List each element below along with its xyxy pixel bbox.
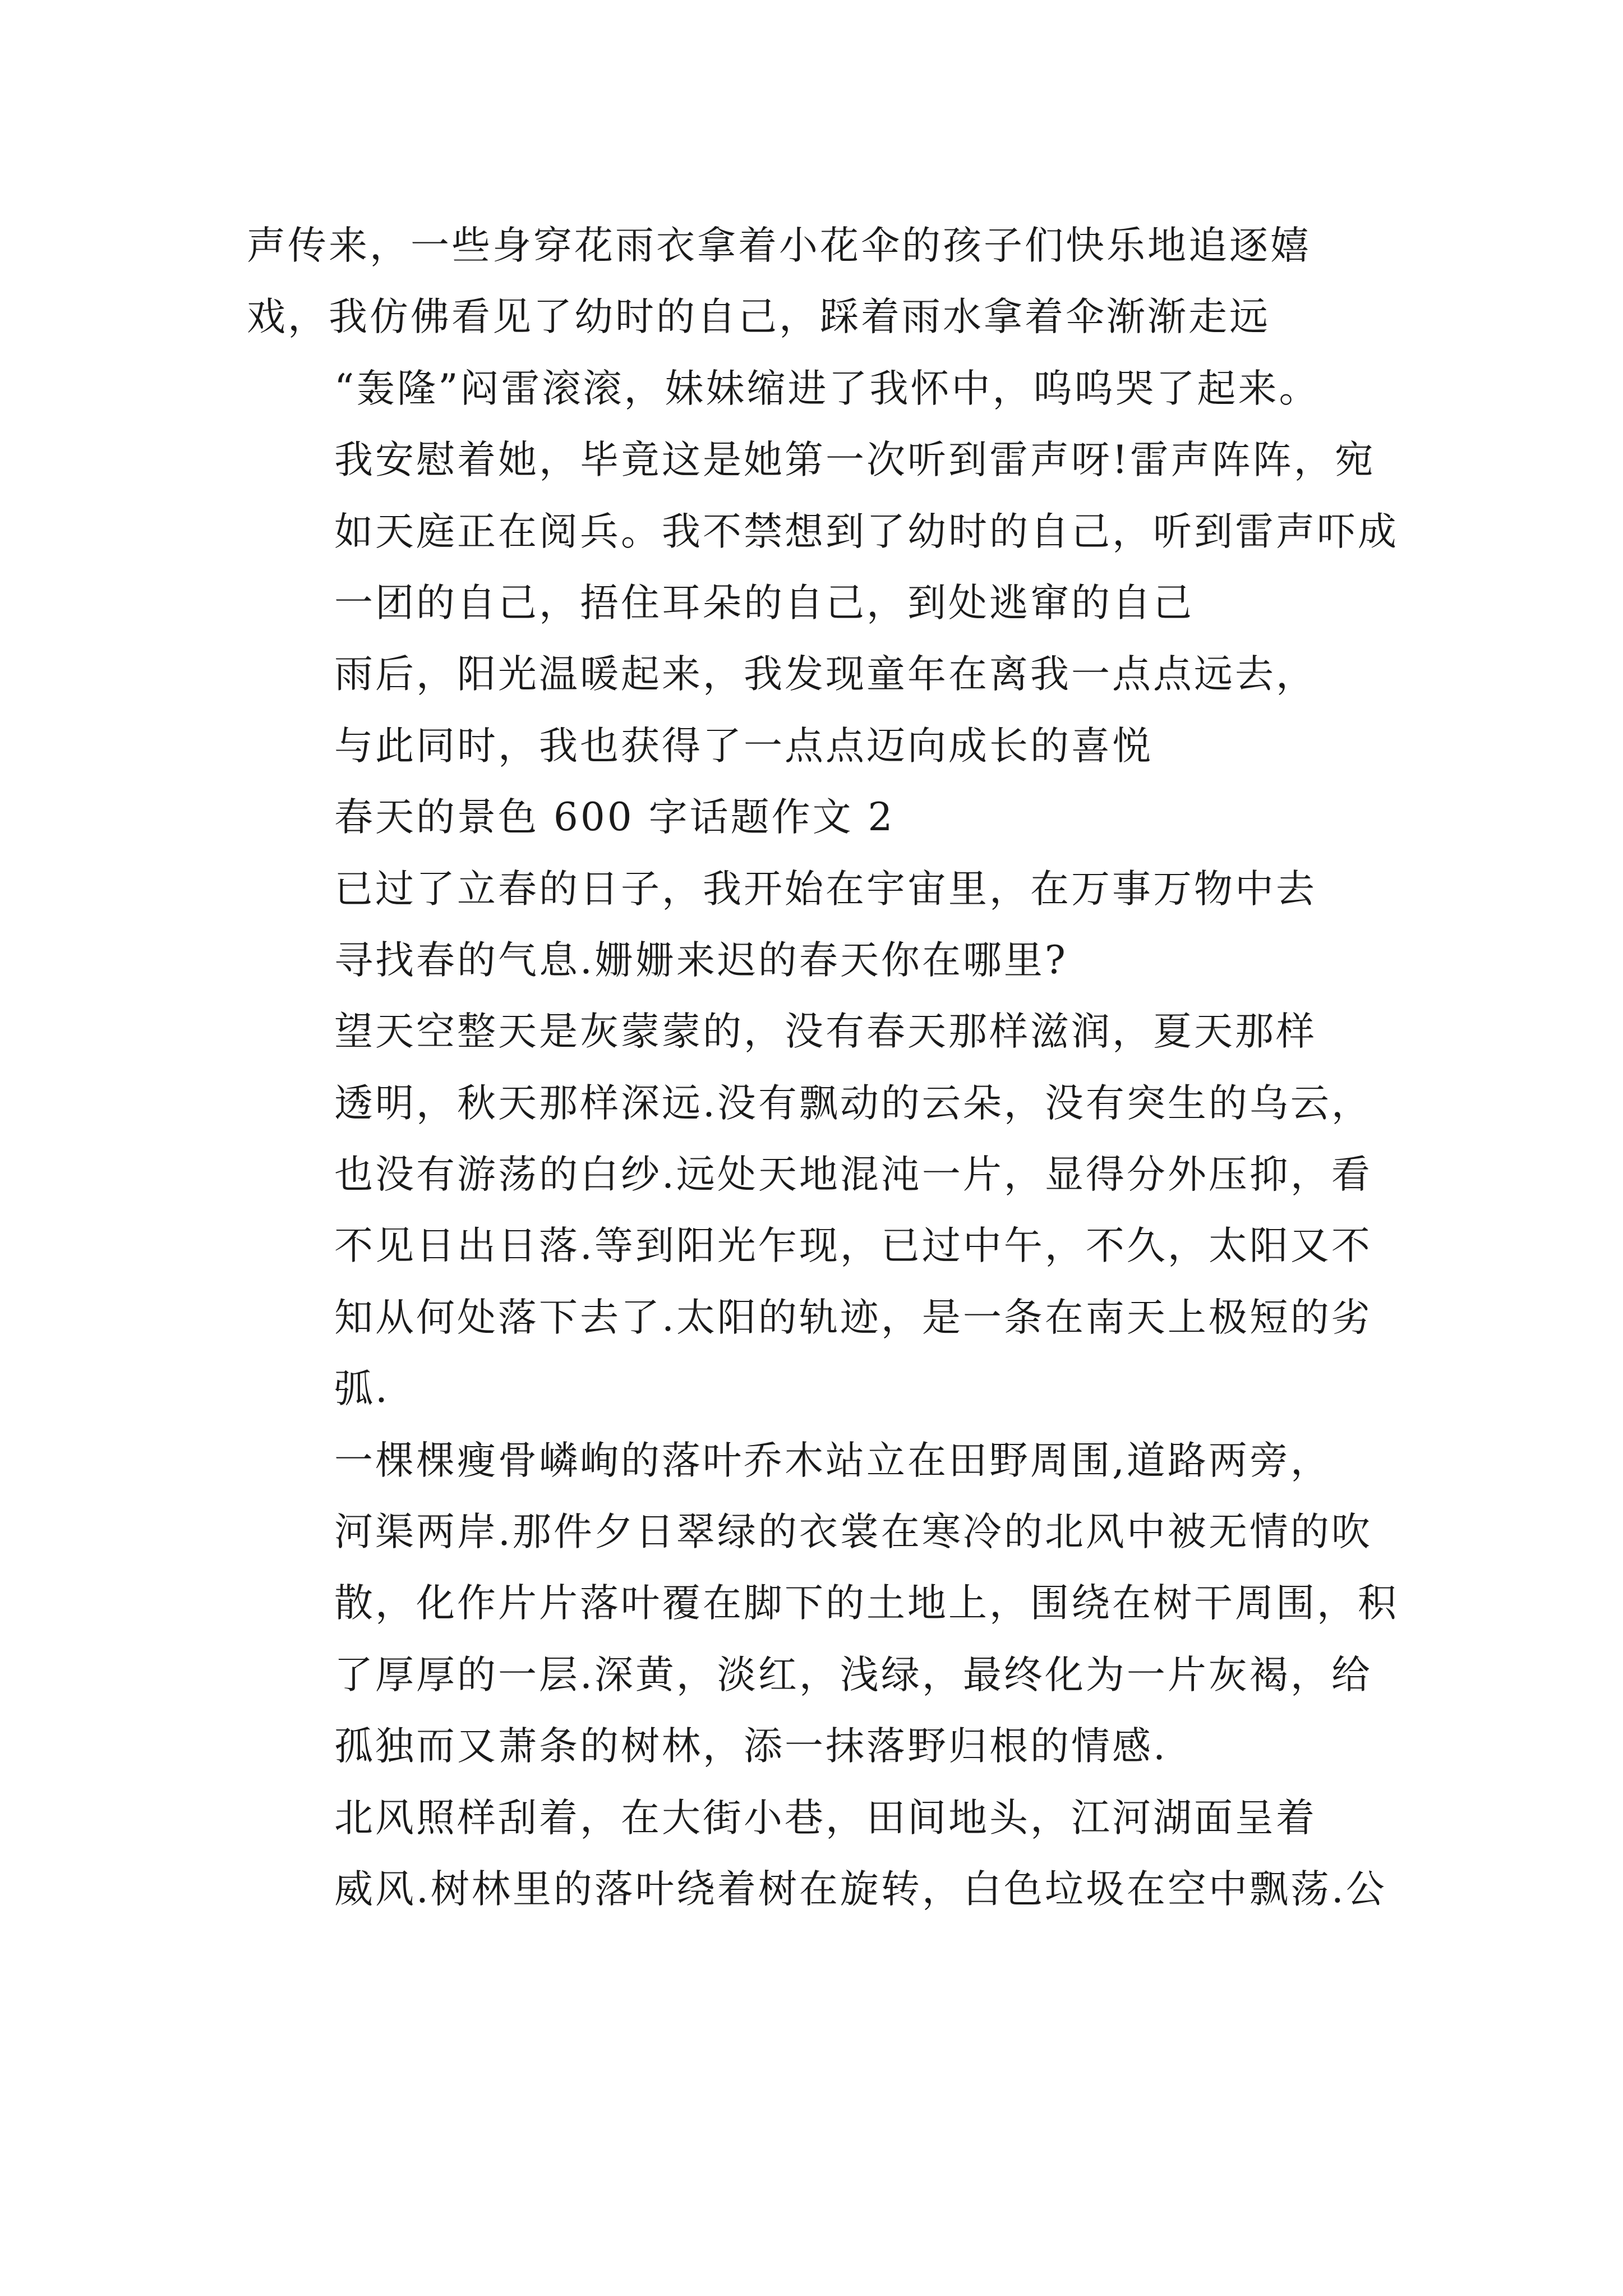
text-line: 望天空整天是灰蒙蒙的，没有春天那样滋润，夏天那样 — [334, 1009, 1317, 1055]
paragraph — [247, 353, 1399, 639]
text-line: 不见日出日落.等到阳光乍现，已过中午，不久，太阳又不 — [334, 1223, 1372, 1269]
text-line: 春天的景色 600 字话题作文 2 — [334, 795, 895, 840]
paragraph — [247, 1425, 1399, 1783]
text-line: 孤独而又萧条的树林，添一抹落野归根的情感. — [334, 1724, 1168, 1769]
text-line: 与此同时，我也获得了一点点迈向成长的喜悦 — [334, 723, 1153, 769]
text-line: 威风.树林里的落叶绕着树在旋转，白色垃圾在空中飘荡.公 — [334, 1866, 1387, 1912]
text-line: 知从何处落下去了.太阳的轨迹，是一条在南天上极短的劣 — [334, 1295, 1372, 1340]
paragraph — [247, 639, 1391, 782]
text-line: 了厚厚的一层.深黄，淡红，浅绿，最终化为一片灰褐，给 — [334, 1652, 1372, 1697]
text-line: “轰隆”闷雷滚滚，妹妹缩进了我怀中，呜呜哭了起来。 — [334, 366, 1320, 411]
paragraph — [247, 854, 1391, 997]
text-line: 寻找春的气息.姗姗来迟的春天你在哪里? — [334, 937, 1068, 983]
paragraph — [247, 782, 1391, 853]
paragraph — [247, 996, 1391, 1425]
document-body — [247, 210, 1399, 1925]
text-line: 也没有游荡的白纱.远处天地混沌一片，显得分外压抑，看 — [334, 1152, 1372, 1198]
text-line: 一团的自己，捂住耳朵的自己，到处逃窜的自己 — [334, 580, 1194, 625]
text-line: 戏，我仿佛看见了幼时的自己，踩着雨水拿着伞渐渐走远 — [247, 295, 1270, 340]
text-line: 一棵棵瘦骨嶙峋的落叶乔木站立在田野周围,道路两旁， — [334, 1438, 1331, 1483]
paragraph — [247, 1783, 1391, 1926]
text-line: 我安慰着她，毕竟这是她第一次听到雷声呀!雷声阵阵，宛 — [334, 438, 1376, 483]
text-line: 雨后，阳光温暖起来，我发现童年在离我一点点远去， — [334, 652, 1317, 697]
text-line: 弧. — [334, 1366, 390, 1412]
text-line: 已过了立春的日子，我开始在宇宙里，在万事万物中去 — [334, 866, 1317, 912]
text-line: 声传来，一些身穿花雨衣拿着小花伞的孩子们快乐地追逐嬉 — [247, 223, 1311, 268]
text-line: 北风照样刮着，在大街小巷，田间地头，江河湖面呈着 — [334, 1795, 1317, 1841]
text-line: 散，化作片片落叶覆在脚下的土地上，围绕在树干周围，积 — [334, 1581, 1399, 1626]
paragraph — [247, 210, 1391, 353]
text-line: 如天庭正在阅兵。我不禁想到了幼时的自己，听到雷声吓成 — [334, 509, 1399, 554]
text-line: 河渠两岸.那件夕日翠绿的衣裳在寒冷的北风中被无情的吹 — [334, 1510, 1372, 1555]
text-line: 透明，秋天那样深远.没有飘动的云朵，没有突生的乌云， — [334, 1080, 1372, 1126]
